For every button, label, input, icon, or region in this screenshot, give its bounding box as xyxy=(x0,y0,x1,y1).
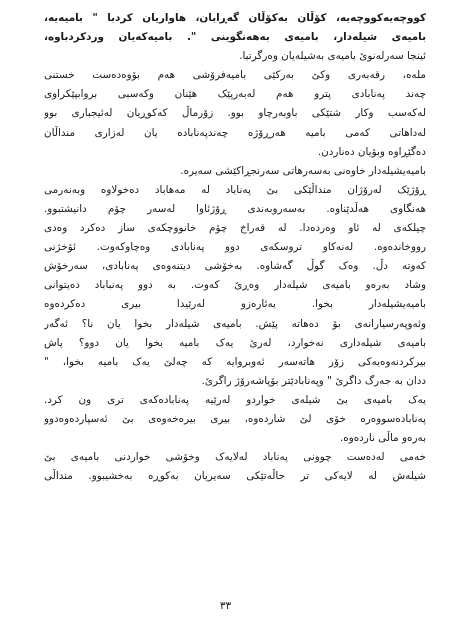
text-line: بەرەو ماڵی ناردەوە. xyxy=(339,432,426,445)
text-line: یەک بامیەی بێ شیلەی خواردو لەرێیە پەنابادەکەی تری ون کرد. xyxy=(44,393,426,406)
text-line: بامیەی شیلەدار، بامیەی بەهەنگوینی ". بامیەکەیان وردکردباوە، xyxy=(44,31,426,44)
text-line: خەمی لەدەست چوونی پەناباد لەلایەک وخۆشی خواردنی بامیەی بێ xyxy=(44,451,426,464)
text-line: لەداهاتی کەمی بامیە هەرڕۆژە چەندپەنابادە یان لەزاری منداڵان xyxy=(44,126,426,139)
text-line: چەند پەنابادی پترو هەم لەبەرپێک هێنان وکەسبی بروابپێکراوی xyxy=(44,88,426,101)
body-text xyxy=(44,9,426,486)
text-line: کەوتە دڵ. وەک گوڵ گەشاوە. بەخۆشی دیتنەوەی پەنابادی، سەرخۆش xyxy=(44,260,426,273)
text-line: ئینجا سەرلەنوێ بامیەی بەشیلەیان وەرگرتبا. xyxy=(239,50,426,63)
text-line: ڕۆژێک لەرۆژان منداڵێکی بێ پەناباد لە مەهاباد دەخولاوە وبەنەرمی xyxy=(44,183,426,196)
text-line: دەگێڕاوە وبۆیان دەناردن. xyxy=(317,145,426,158)
text-line: بیرکردنەوەیەکی زۆر هاتەسەر ئەوبروایە کە چەلێ یەک بامیە بخوا، " xyxy=(44,355,426,368)
text-line: لەکەسب وکار شتێکی باوبەرچاو بوو. زۆرماڵ کەکوڕیان لەئیجباری بوو xyxy=(44,107,426,120)
text-line: رووخاندەوە. لەنەکاو تروسکەی دوو پەنابادی وەچاوکەوت. ئۆخژنی xyxy=(44,241,426,254)
text-line: پەنابادەسووەرە خۆی لێ شاردەوە، بیری بیرەخەوەی بێ ئەسپاردەوەدوو xyxy=(44,412,426,425)
page-number: ٣٣ xyxy=(219,600,232,612)
text-line: وئەوپەرسیارانەی بۆ دەهاتە پێش. بامیەی شیلەدار بخوا یان نا؟ ئەگەر xyxy=(44,317,426,330)
text-line: وشاد بەرەو بامیەی شیلەدار وەڕێ کەوت. بە دوو پەنباباد دەیتوانی xyxy=(44,279,426,292)
text-line: هەنگاوی هەڵدێناوە. بەسەروبەندی ڕۆژئاوا لەسەر چۆم دانیشتبوو. xyxy=(44,202,426,215)
text-line: بامیەی شیلەداری نەخوارد، لەرێ یەک بامیە بخوا یان دوو؟ پاش xyxy=(44,336,426,349)
text-line: بامیەیشیلەدار بخوا. بەئارەزو لەرێیدا بیری دەکردەوە xyxy=(44,298,426,311)
text-line: ددان بە جەرگ داگرێ " وپەنابادێتر بۆپاشەرۆژ راگرێ. xyxy=(201,374,426,387)
text-line: شیلەش لە لایەکی تر حاڵەتێکی سەیریان بەکوڕە بەخشیبوو. منداڵی xyxy=(44,470,426,483)
text-line: کووچەیەکووچەیە، کۆڵان بەکۆڵان گەڕابان، هاواریان کردبا " بامیەیە، xyxy=(44,12,426,24)
text-line: چیلکەی لە ئاو وەردەدا. لە قەراخ چۆم خانووچکەی ساز دەکرد وەدی xyxy=(44,222,426,235)
text-line: ملەە، رقەبەری وکێ بەرکێی بامیەفرۆشی هەم بۆوەدەست خستنی xyxy=(44,69,426,82)
text-line: بامیەیشیلەدار خاوەنی بەسەرهاتی سەرنجڕاکێشی سەیرە. xyxy=(180,164,426,177)
